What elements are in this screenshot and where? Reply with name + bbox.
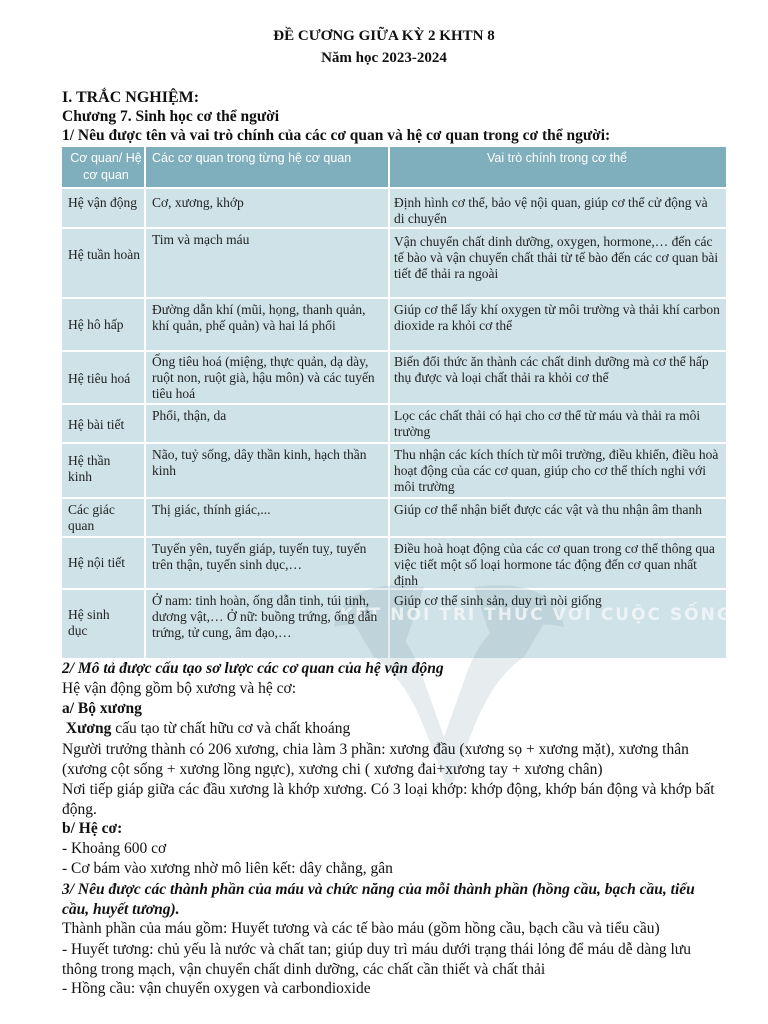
bone-composition: cấu tạo từ chất hữu cơ và chất khoáng bbox=[111, 720, 351, 737]
cell-organs: Thị giác, thính giác,... bbox=[152, 502, 271, 517]
question-2-title: 2/ Mô tả được cấu tạo sơ lược các cơ quan của hệ vận động bbox=[62, 660, 444, 677]
row-divider bbox=[62, 403, 726, 405]
cell-role: Giúp cơ thể sinh sản, duy trì nòi giống bbox=[394, 593, 602, 608]
question-3-title: 3/ Nêu được các thành phần của máu và chức năng của mỗi thành phần (hồng cầu, bạch cầu, tiểu cầu, huyết tương). bbox=[62, 881, 695, 918]
document-title: ĐỀ CƯƠNG GIỮA KỲ 2 KHTN 8 bbox=[273, 28, 495, 44]
q2-b-heading: b/ Hệ cơ: bbox=[62, 820, 123, 837]
header-role: Vai trò chính trong cơ thể bbox=[487, 151, 627, 165]
cell-system: Hệ tiêu hoá bbox=[68, 371, 131, 386]
q3-p1: Thành phần của máu gồm: Huyết tương và các tế bào máu (gồm hồng cầu, bạch cầu và tiểu cầu) bbox=[62, 920, 660, 937]
cell-system: Hệ thần kinh bbox=[68, 453, 111, 484]
q2-a-p2: Người trưởng thành có 206 xương, chia làm 3 phần: xương đầu (xương sọ + xương mặt), xương thân (xương cột sống + xương lồng ngực), xương chi ( xương đai+xương tay + xương chân) bbox=[62, 741, 689, 778]
bone-label: Xương bbox=[65, 720, 112, 737]
cell-organs: Tuyến yên, tuyến giáp, tuyến tuỵ, tuyến trên thận, tuyến sinh dục,… bbox=[152, 541, 367, 572]
q2-a-heading: a/ Bộ xương bbox=[62, 700, 142, 717]
row-divider bbox=[62, 187, 726, 189]
cell-organs: Ở nam: tinh hoàn, ống dẫn tinh, túi tinh, dương vật,… Ở nữ: buồng trứng, ống dẫn trứng, tử cung, âm đạo,… bbox=[152, 593, 378, 640]
header-organs: Các cơ quan trong từng hệ cơ quan bbox=[152, 151, 352, 165]
row-divider bbox=[62, 442, 726, 444]
row-divider bbox=[62, 350, 726, 352]
cell-system: Hệ nội tiết bbox=[68, 555, 125, 570]
cell-role: Giúp cơ thể nhận biết được các vật và thu nhận âm thanh bbox=[394, 502, 702, 517]
cell-role: Định hình cơ thể, bảo vệ nội quan, giúp cơ thể cử động và di chuyển bbox=[394, 195, 708, 226]
row-divider bbox=[62, 297, 726, 299]
watermark-text: KẾT NỐI TRI THỨC VỚI CUỘC SỐNG bbox=[340, 605, 733, 625]
cell-organs: Đường dẫn khí (mũi, họng, thanh quản, khí quản, phế quản) và hai lá phổi bbox=[152, 302, 366, 333]
cell-organs: Phổi, thận, da bbox=[152, 408, 227, 423]
cell-system: Các giác quan bbox=[68, 502, 115, 533]
cell-system: Hệ sinh dục bbox=[68, 607, 110, 638]
cell-system: Hệ vận động bbox=[68, 195, 137, 210]
cell-role: Điều hoà hoạt động của các cơ quan trong cơ thể thông qua việc tiết một số loại hormone tác động đến cơ quan nhất định bbox=[394, 541, 715, 588]
cell-role: Giúp cơ thể lấy khí oxygen từ môi trường và thải khí carbon dioxide ra khỏi cơ thể bbox=[394, 302, 720, 333]
header-system: Cơ quan/ Hệ cơ quan bbox=[70, 151, 142, 182]
cell-role: Vận chuyển chất dinh dưỡng, oxygen, hormone,… đến các tế bào và vận chuyển chất thải từ tế bào đến các cơ quan bài tiết để thải ra ngoài bbox=[394, 234, 719, 281]
cell-system: Hệ tuần hoàn bbox=[68, 247, 140, 262]
q2-b-line-1: - Khoảng 600 cơ bbox=[62, 840, 167, 857]
cell-role: Biến đổi thức ăn thành các chất dinh dưỡng mà cơ thể hấp thụ được và loại chất thải ra khỏi cơ thể bbox=[394, 354, 709, 385]
q2-a-p1 bbox=[62, 720, 350, 738]
cell-organs: Ống tiêu hoá (miệng, thực quản, dạ dày, ruột non, ruột già, hậu môn) và các tuyến tiêu hoá bbox=[152, 354, 375, 401]
q2-intro: Hệ vận động gồm bộ xương và hệ cơ: bbox=[62, 680, 296, 697]
school-year: Năm học 2023-2024 bbox=[321, 50, 447, 66]
question-1: 1/ Nêu được tên và vai trò chính của các cơ quan và hệ cơ quan trong cơ thể người: bbox=[62, 127, 611, 144]
q3-p2: - Huyết tương: chủ yếu là nước và chất tan; giúp duy trì máu dưới trạng thái lỏng để máu dễ dàng lưu thông trong mạch, vận chuyển chất dinh dưỡng, các chất cần thiết và chất thải bbox=[62, 941, 691, 978]
cell-role: Lọc các chất thải có hại cho cơ thể từ máu và thải ra môi trường bbox=[394, 408, 701, 439]
cell-organs: Cơ, xương, khớp bbox=[152, 195, 244, 210]
q2-a-p3: Nơi tiếp giáp giữa các đầu xương là khớp xương. Có 3 loại khớp: khớp động, khớp bán động và khớp bất động. bbox=[62, 781, 715, 818]
row-divider bbox=[62, 497, 726, 499]
q2-b-line-2: - Cơ bám vào xương nhờ mô liên kết: dây chằng, gân bbox=[62, 860, 393, 877]
row-divider bbox=[62, 536, 726, 538]
table-header bbox=[62, 147, 726, 187]
cell-role: Thu nhận các kích thích từ môi trường, điều khiển, điều hoà hoạt động của các cơ quan, giúp cho cơ thể thích nghi với môi trường bbox=[394, 447, 719, 494]
cell-organs: Não, tuỷ sống, dây thần kinh, hạch thần kinh bbox=[152, 447, 367, 478]
section-heading: I. TRẮC NGHIỆM: bbox=[62, 89, 200, 106]
organ-systems-table bbox=[62, 147, 733, 658]
q3-p3: - Hồng cầu: vận chuyển oxygen và carbondioxide bbox=[62, 980, 371, 997]
cell-organs: Tim và mạch máu bbox=[152, 232, 250, 247]
cell-system: Hệ bài tiết bbox=[68, 417, 125, 432]
chapter-title: Chương 7. Sinh học cơ thể người bbox=[62, 108, 280, 125]
row-divider bbox=[62, 227, 726, 229]
cell-system: Hệ hô hấp bbox=[68, 317, 124, 332]
